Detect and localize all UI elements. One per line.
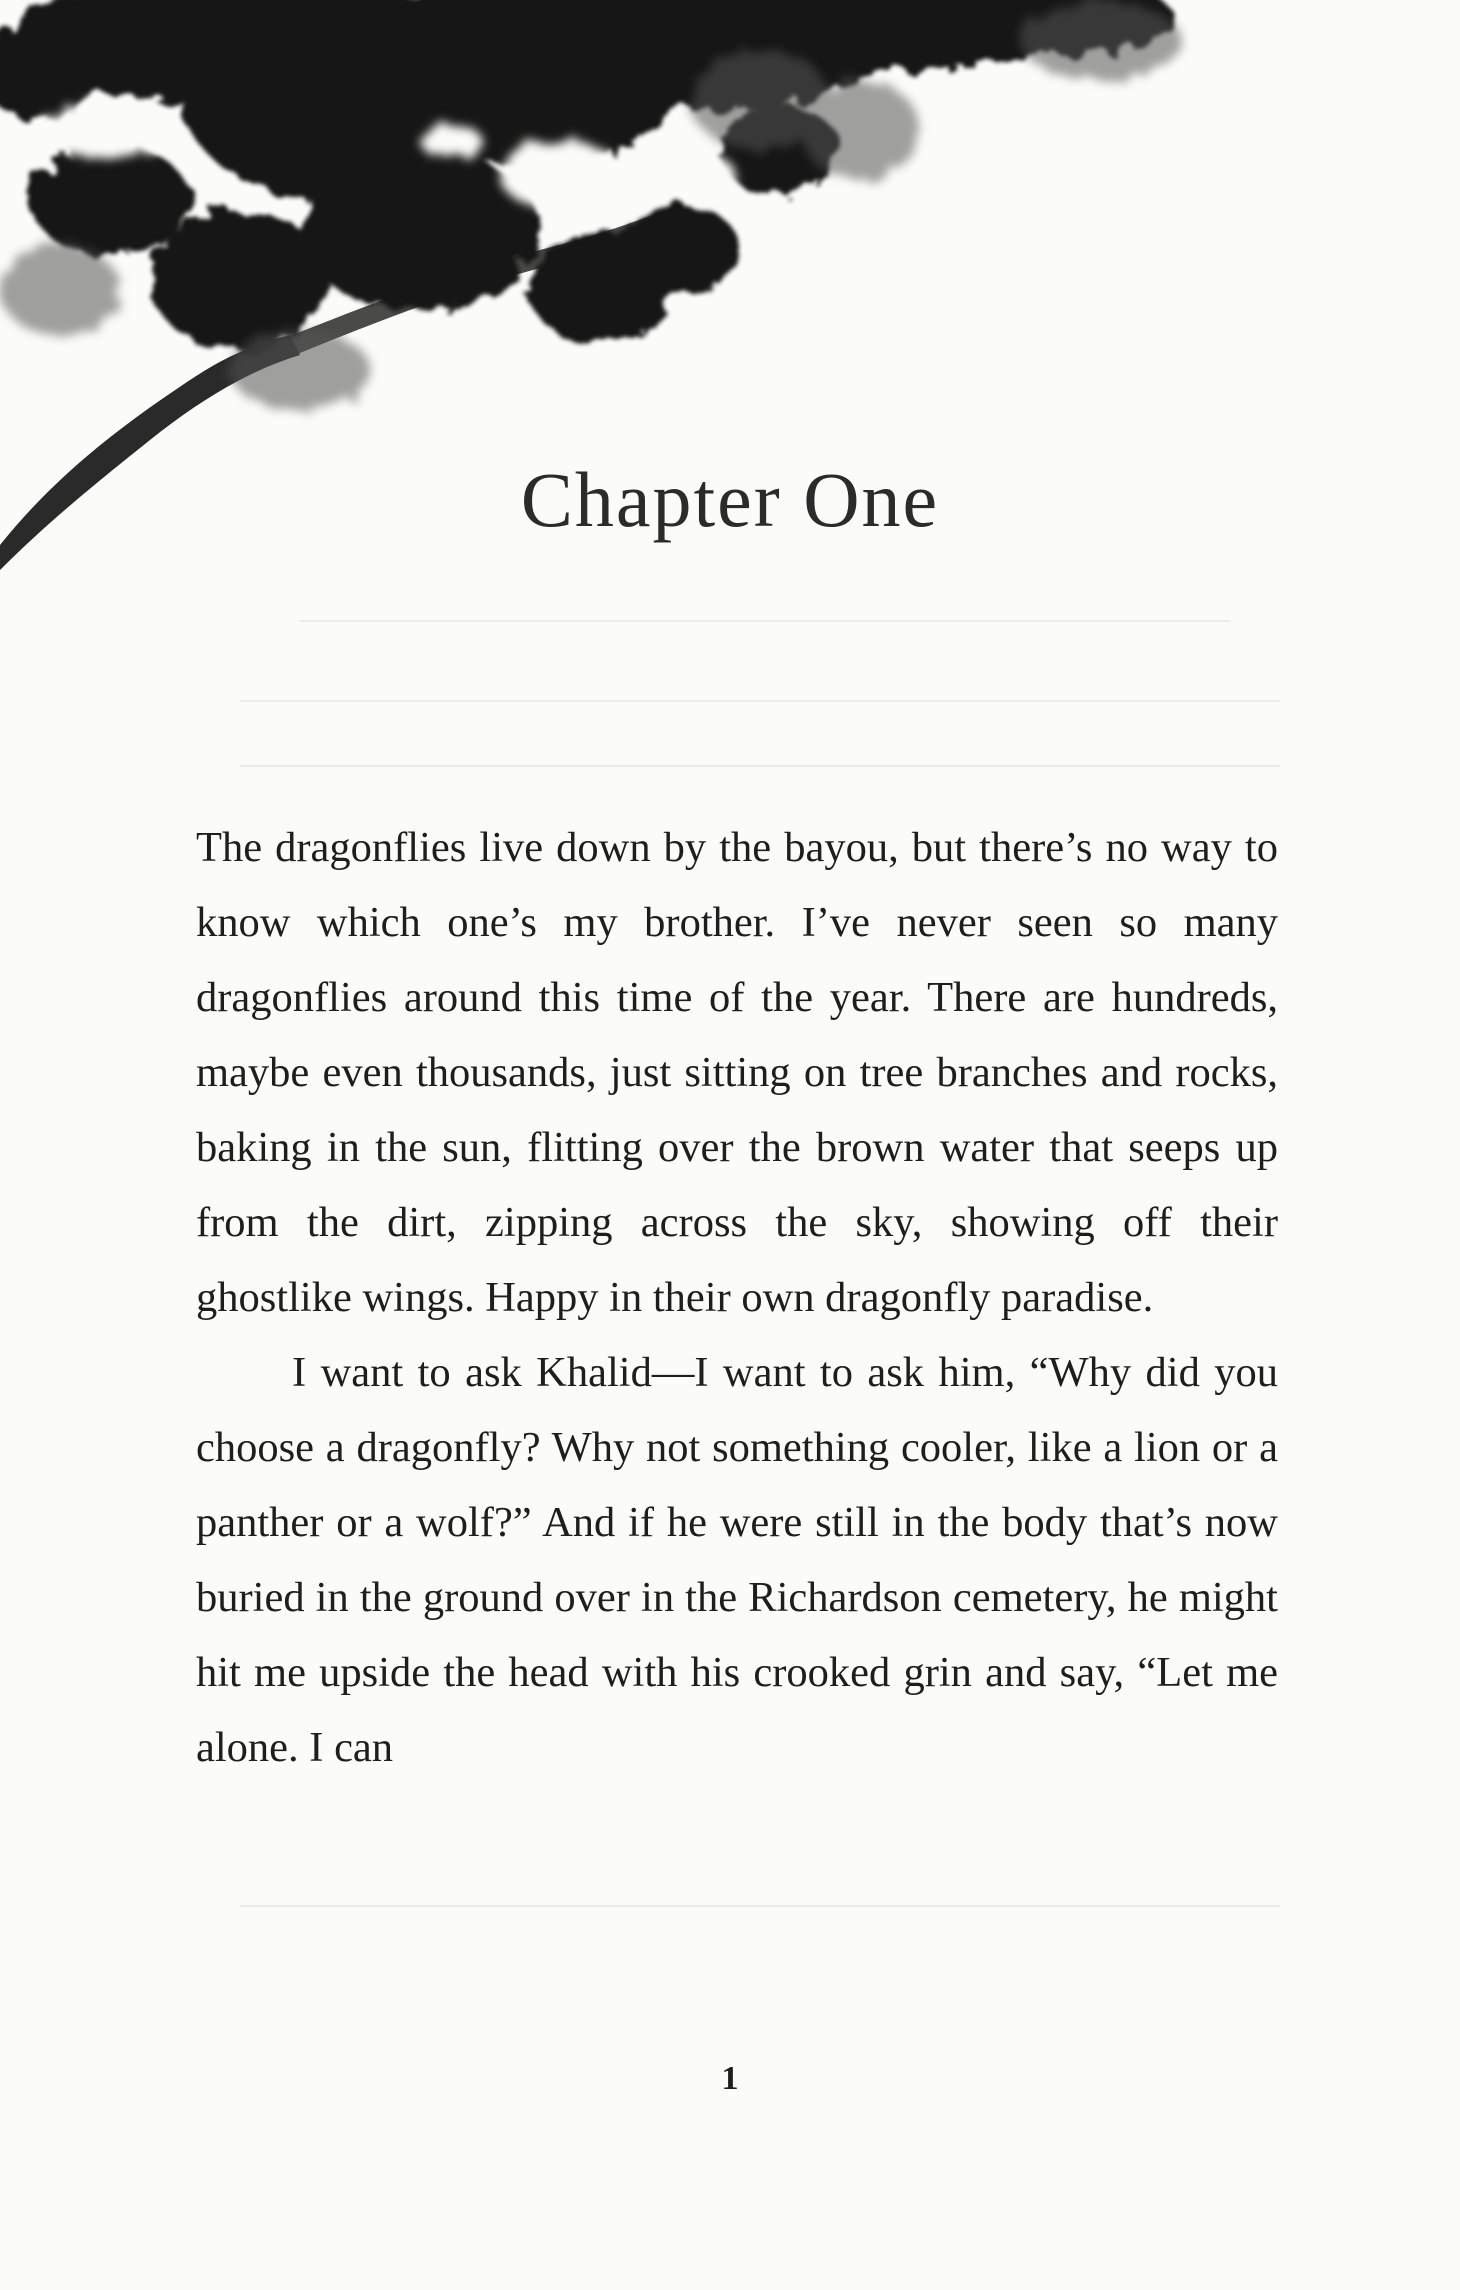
chapter-title: Chapter One	[520, 456, 940, 543]
paragraph-1: The dragonflies live down by the bayou, but there’s no way to know which one’s my brother. I’ve never seen so many dragonflies around this time of the year. There are hundreds, maybe even thousands, just sitting on tree branches and rocks, baking in the sun, flitting over the brown water that seeps up from the dirt, zipping across the sky, showing off their ghostlike wings. Happy in their own dragonfly paradise.	[196, 824, 1278, 1321]
show-through-mark	[240, 765, 1280, 767]
show-through-mark	[240, 700, 1280, 702]
chapter-body	[196, 810, 1278, 1785]
paragraph-2: I want to ask Khalid—I want to ask him, “Why did you choose a dragonfly? Why not something cooler, like a lion or a panther or a wolf?” And if he were still in the body that’s now buried in the ground over in the Richardson cemetery, he might hit me upside the head with his crooked grin and say, “Let me alone. I can	[196, 1349, 1278, 1771]
show-through-mark	[300, 620, 1230, 622]
show-through-mark	[240, 1905, 1280, 1907]
page-number: 1	[721, 2060, 739, 2097]
